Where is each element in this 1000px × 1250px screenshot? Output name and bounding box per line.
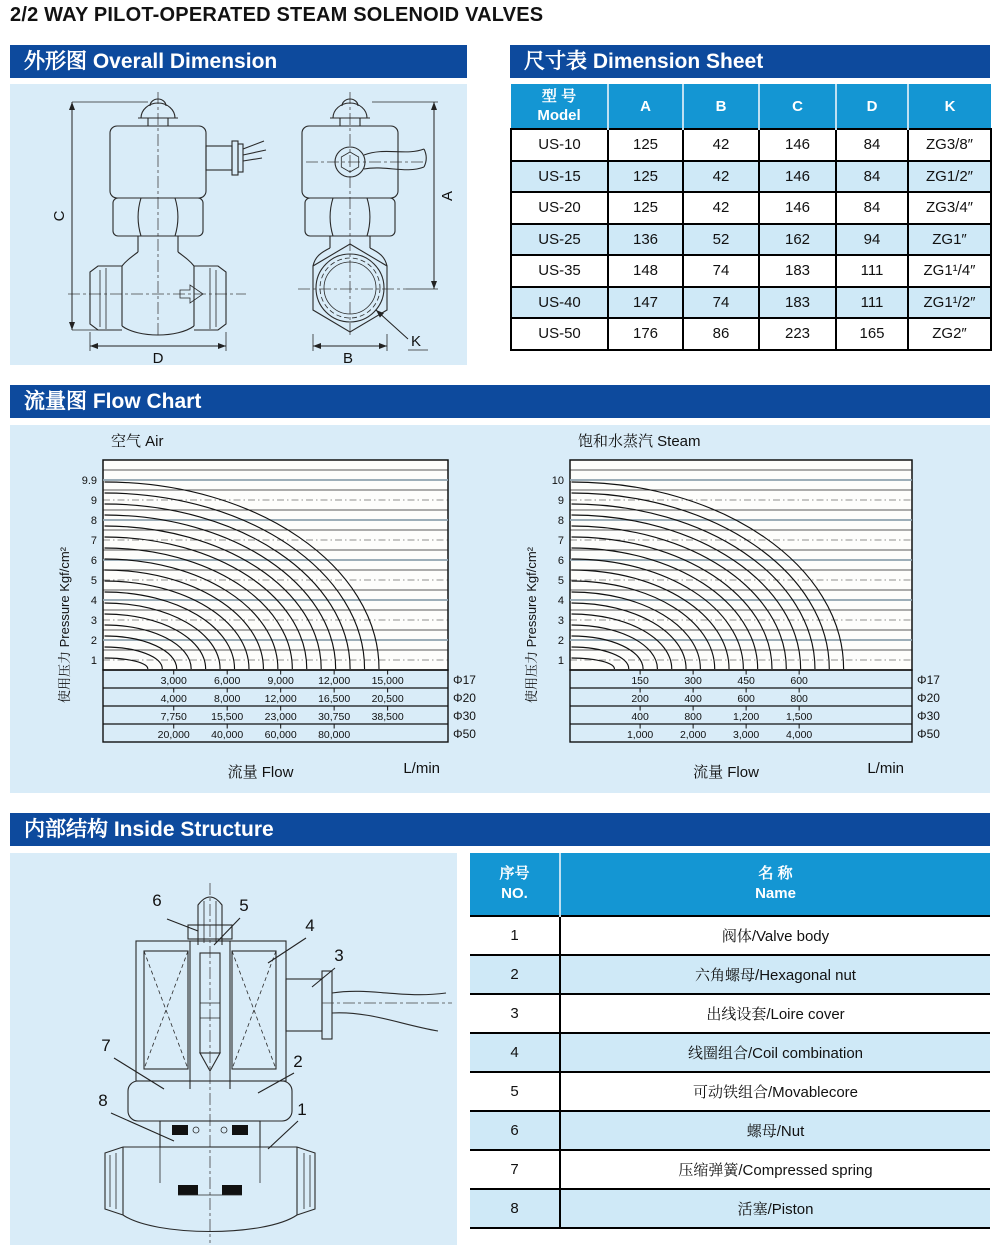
section-header-inside-structure: 内部结构 Inside Structure	[10, 813, 990, 846]
name-header-zh: 名 称	[758, 865, 793, 882]
callout-number: 3	[334, 946, 344, 965]
y-tick-label: 4	[557, 595, 564, 607]
dimension-cell: 42	[683, 129, 759, 161]
parts-table-header-row	[470, 853, 990, 916]
part-number-cell: 4	[470, 1033, 560, 1072]
scale-tick-label: 12,000	[264, 693, 297, 705]
scale-tick-label: 20,500	[371, 693, 404, 705]
dimension-cell: 111	[836, 255, 908, 287]
callout-leader-line	[114, 1058, 164, 1089]
dimension-cell: 84	[836, 161, 908, 193]
callout-number: 4	[305, 916, 315, 935]
y-tick-label: 6	[90, 555, 97, 567]
dimension-sheet-row	[511, 192, 991, 224]
y-tick-label: 3	[90, 615, 97, 627]
dimension-sheet-header-row	[511, 84, 991, 129]
dimension-cell: 146	[759, 161, 836, 193]
scale-tick-label: 1,200	[732, 711, 760, 723]
overall-dimension-panel	[10, 84, 467, 365]
diameter-label: Φ50	[917, 727, 940, 741]
part-name-cell: 线圈组合/Coil combination	[560, 1033, 990, 1072]
scale-tick-label: 400	[631, 711, 649, 723]
part-name-cell: 阀体/Valve body	[560, 916, 990, 955]
air-flow-chart	[10, 425, 500, 793]
diameter-label: Φ20	[917, 691, 940, 705]
model-cell: US-25	[511, 224, 608, 256]
dimension-cell: 52	[683, 224, 759, 256]
dimension-cell: 42	[683, 192, 759, 224]
scale-tick-label: 200	[631, 693, 649, 705]
scale-tick-label: 1,000	[626, 729, 654, 741]
dimension-cell: 148	[608, 255, 683, 287]
y-tick-label: 8	[557, 515, 564, 527]
name-header-en: Name	[755, 885, 796, 902]
dimension-cell: 94	[836, 224, 908, 256]
part-number-cell: 1	[470, 916, 560, 955]
dimension-sheet-row	[511, 255, 991, 287]
scale-tick-label: 600	[790, 675, 808, 687]
y-tick-label: 9.9	[81, 475, 97, 487]
model-column-header	[511, 84, 608, 129]
scale-tick-label: 38,500	[371, 711, 404, 723]
part-number-cell: 5	[470, 1072, 560, 1111]
part-name-cell: 压缩弹簧/Compressed spring	[560, 1150, 990, 1189]
valve-dimension-drawing	[10, 84, 467, 365]
model-header-zh: 型 号	[541, 88, 577, 105]
flow-unit-label: L/min	[867, 760, 904, 777]
valve-front-view	[51, 92, 266, 365]
column-header-k: K	[908, 84, 991, 129]
callout-number: 8	[98, 1091, 108, 1110]
scale-tick-label: 30,750	[318, 711, 351, 723]
dimension-cell: 183	[759, 287, 836, 319]
scale-tick-label: 40,000	[211, 729, 244, 741]
dimension-cell: 183	[759, 255, 836, 287]
diameter-label: Φ30	[453, 709, 476, 723]
dimension-cell: 223	[759, 318, 836, 350]
model-cell: US-20	[511, 192, 608, 224]
name-column-header	[560, 853, 990, 916]
scale-tick-label: 23,000	[264, 711, 297, 723]
dimension-cell: 162	[759, 224, 836, 256]
dim-label-a: A	[439, 190, 456, 202]
callout-number: 2	[293, 1052, 303, 1071]
scale-tick-label: 150	[631, 675, 649, 687]
scale-tick-label: 1,500	[785, 711, 813, 723]
model-cell: US-15	[511, 161, 608, 193]
part-number-cell: 8	[470, 1189, 560, 1228]
dimension-cell: 84	[836, 129, 908, 161]
scale-tick-label: 450	[737, 675, 755, 687]
parts-table-row	[470, 1072, 990, 1111]
callout-leader-line	[268, 1121, 298, 1149]
parts-table-row	[470, 955, 990, 994]
column-header-c: C	[759, 84, 836, 129]
scale-tick-label: 80,000	[318, 729, 351, 741]
part-name-cell: 螺母/Nut	[560, 1111, 990, 1150]
no-header-en: NO.	[501, 885, 528, 902]
scale-tick-label: 7,750	[160, 711, 187, 723]
flow-axis-label: 流量 Flow	[693, 764, 759, 781]
dimension-cell: ZG1¹/4″	[908, 255, 991, 287]
dimension-sheet-row	[511, 129, 991, 161]
part-name-cell: 活塞/Piston	[560, 1189, 990, 1228]
model-header-en: Model	[537, 107, 581, 124]
callout-number: 1	[297, 1100, 307, 1119]
part-name-cell: 出线设套/Loire cover	[560, 994, 990, 1033]
diameter-label: Φ50	[453, 727, 476, 741]
callout-number: 6	[152, 891, 162, 910]
dimension-cell: 176	[608, 318, 683, 350]
scale-tick-label: 60,000	[264, 729, 297, 741]
parts-table-row	[470, 994, 990, 1033]
dimension-sheet-table	[510, 84, 992, 351]
dimension-cell: 125	[608, 161, 683, 193]
scale-tick-label: 600	[737, 693, 755, 705]
parts-table-row	[470, 1033, 990, 1072]
dimension-cell: 84	[836, 192, 908, 224]
dimension-cell: 125	[608, 192, 683, 224]
model-cell: US-50	[511, 318, 608, 350]
dimension-cell: 42	[683, 161, 759, 193]
column-header-b: B	[683, 84, 759, 129]
y-tick-label: 7	[90, 535, 97, 547]
scale-tick-label: 400	[684, 693, 702, 705]
dimension-sheet-row	[511, 318, 991, 350]
dimension-cell: 146	[759, 192, 836, 224]
y-tick-label: 5	[557, 575, 564, 587]
flow-axis-label: 流量 Flow	[227, 764, 294, 781]
parts-name-table	[470, 853, 990, 1229]
dimension-cell: ZG1¹/2″	[908, 287, 991, 319]
scale-tick-label: 2,000	[679, 729, 707, 741]
callout-leader-line	[111, 1113, 174, 1141]
scale-tick-label: 6,000	[214, 675, 241, 687]
dimension-cell: ZG3/8″	[908, 129, 991, 161]
diameter-label: Φ17	[917, 673, 940, 687]
dimension-cell: 136	[608, 224, 683, 256]
flow-chart-panel	[10, 425, 990, 793]
dimension-cell: ZG2″	[908, 318, 991, 350]
scale-tick-label: 15,500	[211, 711, 244, 723]
chart-title: 空气 Air	[111, 433, 164, 450]
diameter-label: Φ20	[453, 691, 476, 705]
column-header-a: A	[608, 84, 683, 129]
dimension-sheet-row	[511, 287, 991, 319]
model-cell: US-10	[511, 129, 608, 161]
y-tick-label: 9	[90, 495, 97, 507]
scale-tick-label: 12,000	[318, 675, 351, 687]
dimension-sheet-row	[511, 161, 991, 193]
steam-flow-chart	[500, 425, 990, 793]
callout-number: 5	[239, 896, 249, 915]
dim-label-d: D	[152, 350, 164, 365]
diameter-label: Φ17	[453, 673, 476, 687]
scale-tick-label: 800	[684, 711, 702, 723]
dimension-cell: 125	[608, 129, 683, 161]
dim-label-c: C	[51, 210, 68, 222]
part-name-cell: 可动铁组合/Movablecore	[560, 1072, 990, 1111]
no-header-zh: 序号	[499, 865, 530, 882]
dimension-cell: ZG1/2″	[908, 161, 991, 193]
pressure-axis-label: 使用压力 Pressure Kgf/cm²	[57, 546, 72, 704]
parts-table-row	[470, 916, 990, 955]
dimension-cell: ZG1″	[908, 224, 991, 256]
dimension-cell: 111	[836, 287, 908, 319]
y-tick-label: 10	[551, 475, 564, 487]
flow-unit-label: L/min	[403, 760, 440, 777]
y-tick-label: 2	[557, 635, 564, 647]
dimension-cell: 165	[836, 318, 908, 350]
scale-tick-label: 9,000	[267, 675, 294, 687]
valve-side-view	[298, 92, 456, 365]
inside-structure-panel	[10, 853, 457, 1245]
pressure-axis-label: 使用压力 Pressure Kgf/cm²	[524, 546, 539, 704]
dimension-cell: 74	[683, 255, 759, 287]
y-tick-label: 1	[557, 655, 564, 667]
y-tick-label: 5	[90, 575, 97, 587]
y-tick-label: 1	[90, 655, 97, 667]
scale-tick-label: 15,000	[371, 675, 404, 687]
page-title: 2/2 WAY PILOT-OPERATED STEAM SOLENOID VALVES	[10, 4, 544, 26]
dimension-cell: 146	[759, 129, 836, 161]
model-cell: US-35	[511, 255, 608, 287]
dimension-sheet-row	[511, 224, 991, 256]
y-tick-label: 2	[90, 635, 97, 647]
diameter-label: Φ30	[917, 709, 940, 723]
y-tick-label: 7	[557, 535, 564, 547]
y-tick-label: 3	[557, 615, 564, 627]
y-tick-label: 6	[557, 555, 564, 567]
scale-tick-label: 300	[684, 675, 702, 687]
dimension-cell: ZG3/4″	[908, 192, 991, 224]
scale-tick-label: 20,000	[157, 729, 190, 741]
valve-cross-section-drawing	[10, 853, 457, 1245]
section-header-flow-chart: 流量图 Flow Chart	[10, 385, 990, 418]
section-header-dimension-sheet: 尺寸表 Dimension Sheet	[510, 45, 990, 78]
model-cell: US-40	[511, 287, 608, 319]
dimension-cell: 74	[683, 287, 759, 319]
part-number-cell: 6	[470, 1111, 560, 1150]
scale-tick-label: 16,500	[318, 693, 351, 705]
dimension-cell: 147	[608, 287, 683, 319]
scale-tick-label: 8,000	[214, 693, 241, 705]
part-number-cell: 2	[470, 955, 560, 994]
scale-tick-label: 4,000	[785, 729, 813, 741]
y-tick-label: 4	[90, 595, 97, 607]
parts-table-row	[470, 1150, 990, 1189]
part-number-cell: 7	[470, 1150, 560, 1189]
scale-tick-label: 800	[790, 693, 808, 705]
part-number-cell: 3	[470, 994, 560, 1033]
dim-label-k: K	[410, 333, 422, 350]
section-header-overall-dimension: 外形图 Overall Dimension	[10, 45, 467, 78]
scale-tick-label: 3,000	[732, 729, 760, 741]
callout-number: 7	[101, 1036, 111, 1055]
parts-table-row	[470, 1189, 990, 1228]
part-name-cell: 六角螺母/Hexagonal nut	[560, 955, 990, 994]
dim-label-b: B	[342, 350, 354, 365]
chart-title: 饱和水蒸汽 Steam	[578, 433, 701, 450]
scale-tick-label: 3,000	[160, 675, 187, 687]
column-header-d: D	[836, 84, 908, 129]
parts-table-row	[470, 1111, 990, 1150]
y-tick-label: 9	[557, 495, 564, 507]
no-column-header	[470, 853, 560, 916]
scale-tick-label: 4,000	[160, 693, 187, 705]
dimension-cell: 86	[683, 318, 759, 350]
y-tick-label: 8	[90, 515, 97, 527]
